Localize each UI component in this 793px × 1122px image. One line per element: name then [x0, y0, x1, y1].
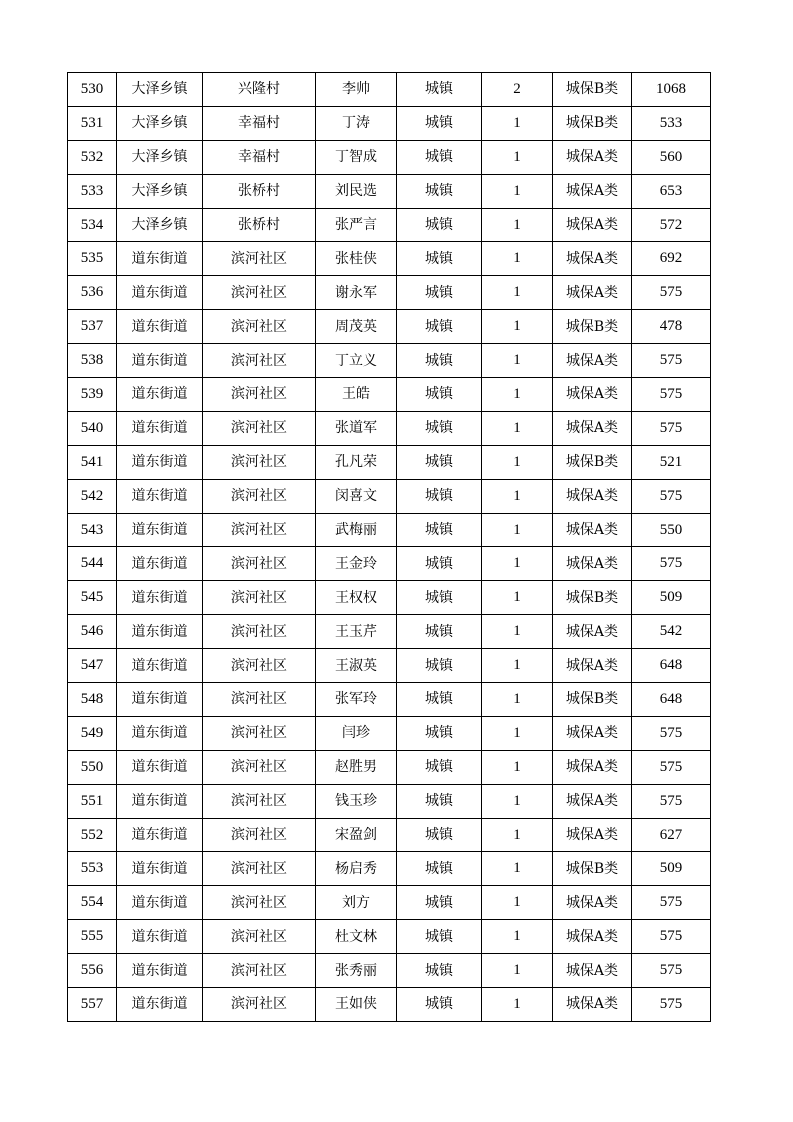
village-cell: 滨河社区: [203, 784, 316, 818]
household-type-cell: 城镇: [397, 852, 482, 886]
amount-cell: 575: [632, 547, 711, 581]
village-cell: 滨河社区: [203, 886, 316, 920]
name-cell: 武梅丽: [316, 513, 397, 547]
name-cell: 刘方: [316, 886, 397, 920]
member-count-cell: 1: [482, 140, 553, 174]
member-count-cell: 1: [482, 411, 553, 445]
name-cell: 谢永军: [316, 276, 397, 310]
row-number-cell: 545: [68, 581, 117, 615]
amount-cell: 521: [632, 445, 711, 479]
name-cell: 张道军: [316, 411, 397, 445]
member-count-cell: 1: [482, 310, 553, 344]
name-cell: 王如侠: [316, 988, 397, 1022]
village-cell: 滨河社区: [203, 716, 316, 750]
township-cell: 道东街道: [117, 886, 203, 920]
roster-table-body: [68, 73, 711, 1022]
township-cell: 大泽乡镇: [117, 140, 203, 174]
amount-cell: 1068: [632, 73, 711, 107]
table-row: [68, 988, 711, 1022]
amount-cell: 575: [632, 716, 711, 750]
amount-cell: 692: [632, 242, 711, 276]
category-cell: 城保A类: [553, 886, 632, 920]
amount-cell: 575: [632, 784, 711, 818]
amount-cell: 550: [632, 513, 711, 547]
amount-cell: 575: [632, 479, 711, 513]
member-count-cell: 1: [482, 344, 553, 378]
table-row: [68, 750, 711, 784]
name-cell: 孔凡荣: [316, 445, 397, 479]
household-type-cell: 城镇: [397, 208, 482, 242]
household-type-cell: 城镇: [397, 683, 482, 717]
village-cell: 张桥村: [203, 174, 316, 208]
category-cell: 城保A类: [553, 242, 632, 276]
household-type-cell: 城镇: [397, 276, 482, 310]
member-count-cell: 2: [482, 73, 553, 107]
township-cell: 道东街道: [117, 411, 203, 445]
village-cell: 滨河社区: [203, 649, 316, 683]
category-cell: 城保B类: [553, 106, 632, 140]
table-row: [68, 174, 711, 208]
village-cell: 滨河社区: [203, 479, 316, 513]
category-cell: 城保A类: [553, 479, 632, 513]
member-count-cell: 1: [482, 750, 553, 784]
row-number-cell: 553: [68, 852, 117, 886]
name-cell: 钱玉珍: [316, 784, 397, 818]
category-cell: 城保A类: [553, 547, 632, 581]
member-count-cell: 1: [482, 886, 553, 920]
row-number-cell: 534: [68, 208, 117, 242]
member-count-cell: 1: [482, 615, 553, 649]
household-type-cell: 城镇: [397, 174, 482, 208]
amount-cell: 648: [632, 683, 711, 717]
household-type-cell: 城镇: [397, 784, 482, 818]
row-number-cell: 532: [68, 140, 117, 174]
township-cell: 道东街道: [117, 547, 203, 581]
member-count-cell: 1: [482, 784, 553, 818]
member-count-cell: 1: [482, 513, 553, 547]
name-cell: 赵胜男: [316, 750, 397, 784]
township-cell: 道东街道: [117, 716, 203, 750]
village-cell: 滨河社区: [203, 513, 316, 547]
township-cell: 大泽乡镇: [117, 106, 203, 140]
category-cell: 城保B类: [553, 683, 632, 717]
table-row: [68, 954, 711, 988]
category-cell: 城保A类: [553, 784, 632, 818]
township-cell: 道东街道: [117, 683, 203, 717]
village-cell: 兴隆村: [203, 73, 316, 107]
household-type-cell: 城镇: [397, 310, 482, 344]
household-type-cell: 城镇: [397, 344, 482, 378]
amount-cell: 575: [632, 920, 711, 954]
township-cell: 道东街道: [117, 344, 203, 378]
category-cell: 城保A类: [553, 140, 632, 174]
household-type-cell: 城镇: [397, 73, 482, 107]
village-cell: 滨河社区: [203, 750, 316, 784]
category-cell: 城保A类: [553, 174, 632, 208]
amount-cell: 575: [632, 344, 711, 378]
member-count-cell: 1: [482, 920, 553, 954]
table-row: [68, 344, 711, 378]
category-cell: 城保A类: [553, 513, 632, 547]
township-cell: 道东街道: [117, 615, 203, 649]
category-cell: 城保A类: [553, 920, 632, 954]
amount-cell: 575: [632, 954, 711, 988]
village-cell: 滨河社区: [203, 344, 316, 378]
member-count-cell: 1: [482, 547, 553, 581]
category-cell: 城保B类: [553, 445, 632, 479]
row-number-cell: 555: [68, 920, 117, 954]
township-cell: 道东街道: [117, 242, 203, 276]
household-type-cell: 城镇: [397, 581, 482, 615]
category-cell: 城保B类: [553, 310, 632, 344]
village-cell: 滨河社区: [203, 615, 316, 649]
table-row: [68, 208, 711, 242]
household-type-cell: 城镇: [397, 716, 482, 750]
amount-cell: 533: [632, 106, 711, 140]
row-number-cell: 551: [68, 784, 117, 818]
name-cell: 张军玲: [316, 683, 397, 717]
village-cell: 滨河社区: [203, 683, 316, 717]
township-cell: 道东街道: [117, 852, 203, 886]
township-cell: 道东街道: [117, 310, 203, 344]
village-cell: 滨河社区: [203, 852, 316, 886]
table-row: [68, 852, 711, 886]
table-row: [68, 73, 711, 107]
name-cell: 王玉芹: [316, 615, 397, 649]
village-cell: 滨河社区: [203, 411, 316, 445]
name-cell: 刘民选: [316, 174, 397, 208]
township-cell: 道东街道: [117, 581, 203, 615]
row-number-cell: 541: [68, 445, 117, 479]
roster-table: [67, 72, 711, 1022]
village-cell: 张桥村: [203, 208, 316, 242]
amount-cell: 509: [632, 852, 711, 886]
amount-cell: 560: [632, 140, 711, 174]
name-cell: 丁涛: [316, 106, 397, 140]
row-number-cell: 542: [68, 479, 117, 513]
table-row: [68, 920, 711, 954]
table-row: [68, 276, 711, 310]
table-row: [68, 581, 711, 615]
amount-cell: 572: [632, 208, 711, 242]
name-cell: 闫珍: [316, 716, 397, 750]
amount-cell: 542: [632, 615, 711, 649]
member-count-cell: 1: [482, 683, 553, 717]
township-cell: 道东街道: [117, 513, 203, 547]
category-cell: 城保A类: [553, 411, 632, 445]
village-cell: 幸福村: [203, 106, 316, 140]
member-count-cell: 1: [482, 479, 553, 513]
row-number-cell: 546: [68, 615, 117, 649]
township-cell: 道东街道: [117, 750, 203, 784]
village-cell: 滨河社区: [203, 242, 316, 276]
household-type-cell: 城镇: [397, 140, 482, 174]
township-cell: 道东街道: [117, 920, 203, 954]
member-count-cell: 1: [482, 988, 553, 1022]
category-cell: 城保A类: [553, 818, 632, 852]
row-number-cell: 556: [68, 954, 117, 988]
category-cell: 城保A类: [553, 276, 632, 310]
name-cell: 周茂英: [316, 310, 397, 344]
name-cell: 王权权: [316, 581, 397, 615]
amount-cell: 653: [632, 174, 711, 208]
household-type-cell: 城镇: [397, 411, 482, 445]
table-row: [68, 784, 711, 818]
category-cell: 城保A类: [553, 716, 632, 750]
member-count-cell: 1: [482, 954, 553, 988]
household-type-cell: 城镇: [397, 106, 482, 140]
table-row: [68, 513, 711, 547]
name-cell: 丁智成: [316, 140, 397, 174]
row-number-cell: 543: [68, 513, 117, 547]
name-cell: 王淑英: [316, 649, 397, 683]
table-row: [68, 818, 711, 852]
household-type-cell: 城镇: [397, 242, 482, 276]
row-number-cell: 552: [68, 818, 117, 852]
township-cell: 道东街道: [117, 276, 203, 310]
amount-cell: 575: [632, 276, 711, 310]
row-number-cell: 554: [68, 886, 117, 920]
row-number-cell: 537: [68, 310, 117, 344]
amount-cell: 627: [632, 818, 711, 852]
name-cell: 王皓: [316, 378, 397, 412]
amount-cell: 509: [632, 581, 711, 615]
member-count-cell: 1: [482, 818, 553, 852]
household-type-cell: 城镇: [397, 954, 482, 988]
township-cell: 道东街道: [117, 954, 203, 988]
amount-cell: 575: [632, 886, 711, 920]
amount-cell: 575: [632, 378, 711, 412]
row-number-cell: 539: [68, 378, 117, 412]
row-number-cell: 547: [68, 649, 117, 683]
name-cell: 王金玲: [316, 547, 397, 581]
table-row: [68, 886, 711, 920]
member-count-cell: 1: [482, 378, 553, 412]
category-cell: 城保B类: [553, 852, 632, 886]
household-type-cell: 城镇: [397, 445, 482, 479]
name-cell: 张严言: [316, 208, 397, 242]
member-count-cell: 1: [482, 445, 553, 479]
township-cell: 道东街道: [117, 818, 203, 852]
name-cell: 杨启秀: [316, 852, 397, 886]
household-type-cell: 城镇: [397, 547, 482, 581]
row-number-cell: 540: [68, 411, 117, 445]
category-cell: 城保B类: [553, 581, 632, 615]
name-cell: 宋盈剑: [316, 818, 397, 852]
village-cell: 滨河社区: [203, 378, 316, 412]
member-count-cell: 1: [482, 106, 553, 140]
village-cell: 滨河社区: [203, 818, 316, 852]
table-row: [68, 716, 711, 750]
household-type-cell: 城镇: [397, 886, 482, 920]
table-row: [68, 242, 711, 276]
category-cell: 城保A类: [553, 954, 632, 988]
household-type-cell: 城镇: [397, 378, 482, 412]
township-cell: 道东街道: [117, 649, 203, 683]
member-count-cell: 1: [482, 716, 553, 750]
township-cell: 道东街道: [117, 479, 203, 513]
row-number-cell: 533: [68, 174, 117, 208]
village-cell: 滨河社区: [203, 954, 316, 988]
row-number-cell: 550: [68, 750, 117, 784]
household-type-cell: 城镇: [397, 615, 482, 649]
household-type-cell: 城镇: [397, 479, 482, 513]
name-cell: 闵喜文: [316, 479, 397, 513]
member-count-cell: 1: [482, 649, 553, 683]
category-cell: 城保A类: [553, 649, 632, 683]
township-cell: 道东街道: [117, 445, 203, 479]
village-cell: 滨河社区: [203, 547, 316, 581]
member-count-cell: 1: [482, 242, 553, 276]
village-cell: 幸福村: [203, 140, 316, 174]
township-cell: 大泽乡镇: [117, 73, 203, 107]
row-number-cell: 557: [68, 988, 117, 1022]
amount-cell: 575: [632, 750, 711, 784]
member-count-cell: 1: [482, 276, 553, 310]
village-cell: 滨河社区: [203, 310, 316, 344]
category-cell: 城保A类: [553, 750, 632, 784]
village-cell: 滨河社区: [203, 920, 316, 954]
township-cell: 道东街道: [117, 784, 203, 818]
row-number-cell: 549: [68, 716, 117, 750]
table-row: [68, 547, 711, 581]
table-row: [68, 411, 711, 445]
household-type-cell: 城镇: [397, 988, 482, 1022]
member-count-cell: 1: [482, 208, 553, 242]
village-cell: 滨河社区: [203, 445, 316, 479]
row-number-cell: 531: [68, 106, 117, 140]
amount-cell: 575: [632, 411, 711, 445]
table-row: [68, 378, 711, 412]
member-count-cell: 1: [482, 174, 553, 208]
row-number-cell: 536: [68, 276, 117, 310]
name-cell: 丁立义: [316, 344, 397, 378]
village-cell: 滨河社区: [203, 581, 316, 615]
category-cell: 城保A类: [553, 208, 632, 242]
name-cell: 杜文林: [316, 920, 397, 954]
row-number-cell: 544: [68, 547, 117, 581]
table-row: [68, 310, 711, 344]
amount-cell: 478: [632, 310, 711, 344]
household-type-cell: 城镇: [397, 513, 482, 547]
table-row: [68, 140, 711, 174]
row-number-cell: 538: [68, 344, 117, 378]
amount-cell: 648: [632, 649, 711, 683]
name-cell: 李帅: [316, 73, 397, 107]
member-count-cell: 1: [482, 852, 553, 886]
table-row: [68, 649, 711, 683]
township-cell: 大泽乡镇: [117, 174, 203, 208]
table-row: [68, 445, 711, 479]
township-cell: 道东街道: [117, 378, 203, 412]
table-row: [68, 479, 711, 513]
household-type-cell: 城镇: [397, 649, 482, 683]
row-number-cell: 530: [68, 73, 117, 107]
category-cell: 城保A类: [553, 988, 632, 1022]
village-cell: 滨河社区: [203, 988, 316, 1022]
name-cell: 张桂侠: [316, 242, 397, 276]
table-row: [68, 615, 711, 649]
name-cell: 张秀丽: [316, 954, 397, 988]
amount-cell: 575: [632, 988, 711, 1022]
table-row: [68, 106, 711, 140]
household-type-cell: 城镇: [397, 818, 482, 852]
category-cell: 城保A类: [553, 615, 632, 649]
household-type-cell: 城镇: [397, 750, 482, 784]
township-cell: 道东街道: [117, 988, 203, 1022]
township-cell: 大泽乡镇: [117, 208, 203, 242]
member-count-cell: 1: [482, 581, 553, 615]
village-cell: 滨河社区: [203, 276, 316, 310]
household-type-cell: 城镇: [397, 920, 482, 954]
row-number-cell: 548: [68, 683, 117, 717]
category-cell: 城保B类: [553, 73, 632, 107]
table-row: [68, 683, 711, 717]
category-cell: 城保A类: [553, 378, 632, 412]
row-number-cell: 535: [68, 242, 117, 276]
category-cell: 城保A类: [553, 344, 632, 378]
